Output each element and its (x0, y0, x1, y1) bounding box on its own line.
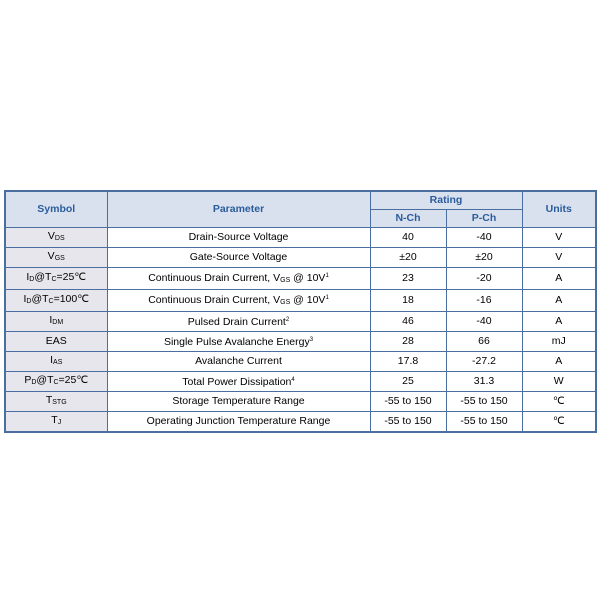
table-row (5, 372, 596, 392)
parameter-cell (107, 248, 370, 268)
footnote-ref: 1 (325, 273, 329, 279)
parameter-text: Continuous Drain Current, V (148, 272, 281, 284)
symbol-suffix: @T (34, 271, 52, 283)
table-body (5, 228, 596, 433)
symbol-suffix-2: =100℃ (53, 293, 90, 305)
symbol-main: I (23, 293, 27, 305)
symbol-main: I (49, 314, 53, 326)
symbol-main: I (26, 271, 30, 283)
units-header: Units (522, 191, 596, 228)
symbol-subscript: DM (52, 319, 64, 326)
symbol-main: EAS (45, 335, 67, 347)
symbol-cell (5, 372, 107, 392)
parameter-text: Total Power Dissipation (182, 376, 292, 388)
parameter-suffix: @ 10V (290, 294, 326, 306)
n-ch-value: 28 (370, 332, 446, 352)
parameter-subscript: GS (280, 299, 291, 306)
symbol-subscript: DS (54, 235, 65, 242)
symbol-cell (5, 248, 107, 268)
n-ch-value: 17.8 (370, 352, 446, 372)
parameter-cell (107, 352, 370, 372)
table-row (5, 248, 596, 268)
p-ch-value: -40 (446, 312, 522, 332)
symbol-cell (5, 392, 107, 412)
p-ch-header: P-Ch (446, 210, 522, 228)
symbol-cell (5, 228, 107, 248)
symbol-suffix-2: =25℃ (58, 374, 89, 386)
table-row (5, 332, 596, 352)
parameter-cell (107, 228, 370, 248)
table-row (5, 290, 596, 312)
symbol-main: I (50, 354, 54, 366)
symbol-subscript: AS (53, 359, 63, 366)
symbol-cell (5, 412, 107, 433)
footnote-ref: 2 (285, 317, 290, 323)
table-row (5, 312, 596, 332)
symbol-suffix: @T (36, 374, 54, 386)
n-ch-value: 40 (370, 228, 446, 248)
symbol-cell (5, 312, 107, 332)
table-row (5, 352, 596, 372)
parameter-text: Gate-Source Voltage (189, 251, 288, 263)
parameter-text: Avalanche Current (195, 355, 282, 367)
n-ch-value: 23 (370, 268, 446, 290)
symbol-main: V (47, 230, 55, 242)
p-ch-value: 31.3 (446, 372, 522, 392)
unit-cell: V (522, 248, 596, 268)
parameter-cell (107, 332, 370, 352)
p-ch-value: 66 (446, 332, 522, 352)
symbol-subscript-2: C (51, 276, 57, 283)
p-ch-value: -20 (446, 268, 522, 290)
p-ch-value: ±20 (446, 248, 522, 268)
symbol-subscript: D (31, 379, 37, 386)
p-ch-value: -40 (446, 228, 522, 248)
unit-cell: ℃ (522, 392, 596, 412)
symbol-cell (5, 290, 107, 312)
symbol-main: P (24, 374, 32, 386)
unit-cell: W (522, 372, 596, 392)
unit-cell: A (522, 268, 596, 290)
parameter-text: Continuous Drain Current, V (148, 294, 281, 306)
footnote-ref: 4 (291, 377, 295, 383)
symbol-cell (5, 352, 107, 372)
n-ch-value: 18 (370, 290, 446, 312)
table-row (5, 268, 596, 290)
footnote-ref: 1 (325, 295, 329, 301)
unit-cell: A (522, 352, 596, 372)
symbol-main: V (47, 250, 55, 262)
parameter-cell (107, 392, 370, 412)
symbol-subscript-2: C (48, 298, 54, 305)
symbol-cell (5, 332, 107, 352)
n-ch-header: N-Ch (370, 210, 446, 228)
n-ch-value: -55 to 150 (370, 412, 446, 433)
unit-cell: A (522, 312, 596, 332)
symbol-subscript-2: C (53, 379, 59, 386)
rating-header: Rating (370, 191, 522, 210)
unit-cell: V (522, 228, 596, 248)
parameter-suffix: @ 10V (290, 272, 326, 284)
symbol-header: Symbol (5, 191, 107, 228)
n-ch-value: -55 to 150 (370, 392, 446, 412)
table-row (5, 392, 596, 412)
table-row (5, 412, 596, 433)
symbol-subscript: J (57, 419, 62, 426)
parameter-cell (107, 290, 370, 312)
parameter-subscript: GS (280, 277, 291, 284)
unit-cell: mJ (522, 332, 596, 352)
unit-cell: ℃ (522, 412, 596, 433)
absolute-maximum-ratings-table (4, 190, 597, 433)
table-row (5, 228, 596, 248)
parameter-cell (107, 412, 370, 433)
symbol-subscript: D (26, 298, 32, 305)
parameter-text: Operating Junction Temperature Range (146, 415, 331, 427)
parameter-header: Parameter (107, 191, 370, 228)
parameter-cell (107, 372, 370, 392)
symbol-cell (5, 268, 107, 290)
symbol-suffix: @T (31, 293, 49, 305)
p-ch-value: -27.2 (446, 352, 522, 372)
symbol-subscript: GS (54, 255, 65, 262)
parameter-text: Storage Temperature Range (172, 395, 305, 407)
symbol-main: T (51, 414, 58, 426)
n-ch-value: 46 (370, 312, 446, 332)
table-header (5, 191, 596, 228)
p-ch-value: -16 (446, 290, 522, 312)
parameter-text: Single Pulse Avalanche Energy (163, 336, 310, 348)
parameter-text: Drain-Source Voltage (188, 231, 289, 243)
symbol-main: T (45, 394, 53, 406)
unit-cell: A (522, 290, 596, 312)
symbol-suffix-2: =25℃ (56, 271, 87, 283)
symbol-subscript: STG (52, 399, 67, 406)
footnote-ref: 3 (309, 337, 314, 343)
p-ch-value: -55 to 150 (446, 392, 522, 412)
n-ch-value: ±20 (370, 248, 446, 268)
parameter-cell (107, 268, 370, 290)
parameter-text: Pulsed Drain Current (187, 316, 286, 328)
symbol-subscript: D (29, 276, 35, 283)
parameter-cell (107, 312, 370, 332)
n-ch-value: 25 (370, 372, 446, 392)
p-ch-value: -55 to 150 (446, 412, 522, 433)
